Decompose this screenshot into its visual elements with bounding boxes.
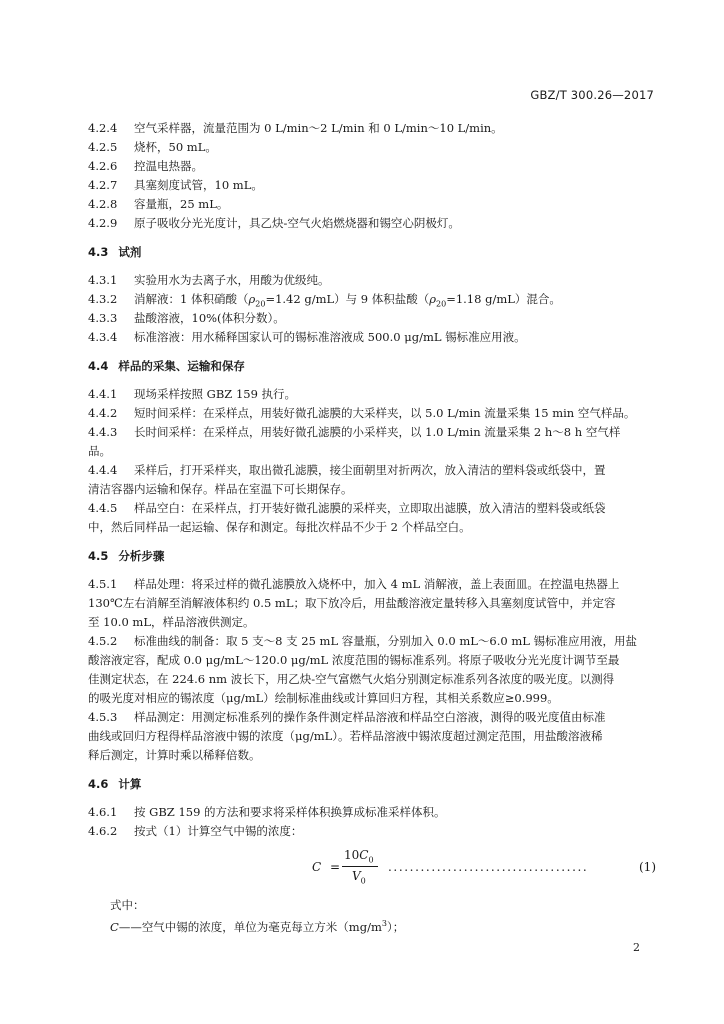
clause-4-5-2-cont: 的吸光度对相应的锡浓度（μg/mL）绘制标准曲线或计算回归方程，其相关系数应≥0.999。: [88, 691, 559, 705]
clause-number: 4.4.3: [88, 425, 118, 439]
clause-4-4-4-cont: 清洁容器内运输和保存。样品在室温下可长期保存。: [88, 482, 353, 496]
clause-number: 4.5.2: [88, 634, 118, 648]
clause-4-5-2-cont: 酸溶液定容，配成 0.0 μg/mL～120.0 μg/mL 浓度范围的锡标准系列。将原子吸收分光光度计调节至最: [88, 653, 620, 667]
definition-c: [110, 917, 650, 934]
clause-text: 长时间采样：在采样点，用装好微孔滤膜的小采样夹，以 1.0 L/min 流量采集 2 h～8 h 空气样: [134, 425, 621, 439]
clause-4-5-2-cont: 佳测定状态，在 224.6 nm 波长下，用乙炔-空气富燃气火焰分别测定标准系列各浓度的吸光度。以测得: [88, 672, 615, 686]
section-title: 分析步骤: [118, 549, 165, 563]
clause-number: 4.4.2: [88, 406, 118, 420]
clause-4-3-3: [88, 311, 660, 325]
clause-text: 控温电热器。: [134, 159, 203, 173]
clause-4-4-3: [88, 425, 660, 439]
clause-text: 盐酸溶液，10%(体积分数）。: [134, 311, 285, 325]
clause-text-c: =1.18 g/mL）混合。: [446, 292, 561, 306]
clause-number: 4.2.7: [88, 178, 118, 192]
clause-4-4-4: [88, 463, 660, 477]
section-4-4-heading: [88, 359, 245, 373]
clause-number: 4.4.5: [88, 501, 118, 515]
clause-text: 实验用水为去离子水，用酸为优级纯。: [134, 273, 330, 287]
clause-number: 4.3.3: [88, 311, 118, 325]
clause-4-6-1: [88, 805, 660, 819]
clause-4-4-1: [88, 387, 660, 401]
clause-text-b: =1.42 g/mL）与 9 体积盐酸（: [265, 292, 430, 306]
clause-4-5-3: [88, 710, 660, 724]
clause-4-5-2: [88, 634, 660, 648]
definition-superscript: 3: [381, 919, 387, 928]
section-number: 4.3: [88, 245, 109, 259]
clause-number: 4.4.4: [88, 463, 118, 477]
clause-4-6-2: [88, 824, 660, 838]
rho-symbol: ρ: [429, 292, 437, 306]
clause-number: 4.2.9: [88, 216, 118, 230]
section-title: 计算: [118, 777, 142, 791]
clause-number: 4.2.8: [88, 197, 118, 211]
clause-4-3-1: [88, 273, 660, 287]
formula-label: (1): [639, 860, 656, 874]
section-4-3-heading: [88, 245, 141, 259]
section-title: 样品的采集、运输和保存: [118, 359, 245, 373]
clause-text: 空气采样器，流量范围为 0 L/min～2 L/min 和 0 L/min～10 L/min。: [134, 121, 503, 135]
clause-number: 4.6.2: [88, 824, 118, 838]
clause-number: 4.6.1: [88, 805, 118, 819]
clause-number: 4.4.1: [88, 387, 118, 401]
clause-text: 样品空白：在采样点，打开装好微孔滤膜的采样夹，立即取出滤膜，放入清洁的塑料袋或纸袋: [134, 501, 606, 515]
clause-text: 标准溶液：用水稀释国家认可的锡标准溶液成 500.0 μg/mL 锡标准应用液。: [134, 330, 526, 344]
section-4-6-heading: [88, 777, 141, 791]
section-title: 试剂: [118, 245, 142, 259]
clause-4-5-1-cont: 至 10.0 mL，样品溶液供测定。: [88, 615, 255, 629]
clause-number: 4.5.3: [88, 710, 118, 724]
clause-4-3-2: [88, 292, 660, 311]
clause-4-5-3-cont: 释后测定，计算时乘以稀释倍数。: [88, 748, 261, 762]
clause-4-5-1-cont: 130℃左右消解至消解液体积约 0.5 mL；取下放冷后，用盐酸溶液定量转移入具塞刻度试管中，并定容: [88, 596, 616, 610]
clause-text: 具塞刻度试管，10 mL。: [134, 178, 263, 192]
page-number: 2: [633, 941, 640, 954]
clause-number: 4.3.2: [88, 292, 118, 306]
where-label: 式中：: [110, 898, 145, 912]
denominator-variable: V: [352, 869, 361, 883]
clause-4-2-8: [88, 197, 660, 211]
section-number: 4.5: [88, 549, 109, 563]
rho-symbol: ρ: [248, 292, 256, 306]
clause-4-3-4: [88, 330, 660, 344]
clause-text: 现场采样按照 GBZ 159 执行。: [134, 387, 297, 401]
clause-text: 按式（1）计算空气中锡的浓度：: [134, 824, 303, 838]
clause-text: 标准曲线的制备：取 5 支～8 支 25 mL 容量瓶，分别加入 0.0 mL～6.0 mL 锡标准应用液，用盐: [134, 634, 638, 648]
rho-subscript: 20: [436, 299, 447, 309]
rho-subscript: 20: [255, 299, 266, 309]
clause-text: 样品处理：将采过样的微孔滤膜放入烧杯中，加入 4 mL 消解液，盖上表面皿。在控温电热器上: [134, 577, 620, 591]
clause-4-4-3-cont: 品。: [88, 444, 111, 458]
clause-4-5-3-cont: 曲线或回归方程得样品溶液中锡的浓度（μg/mL）。若样品溶液中锡浓度超过测定范围，用盐酸溶液稀: [88, 729, 603, 743]
clause-4-2-9: [88, 216, 660, 230]
formula-denominator: [352, 869, 366, 885]
section-number: 4.6: [88, 777, 109, 791]
definition-end: ）；: [386, 919, 405, 934]
clause-number: 4.2.6: [88, 159, 118, 173]
clause-text: 样品测定：用测定标准系列的操作条件测定样品溶液和样品空白溶液，测得的吸光度值由标准: [134, 710, 606, 724]
numerator-subscript: 0: [368, 855, 374, 865]
clause-4-4-5: [88, 501, 660, 515]
clause-number: 4.2.4: [88, 121, 118, 135]
definition-symbol: C: [110, 919, 119, 934]
clause-4-4-5-cont: 中，然后同样品一起运输、保存和测定。每批次样品不少于 2 个样品空白。: [88, 520, 471, 534]
formula-lhs: C: [312, 860, 322, 874]
clause-4-2-4: [88, 121, 660, 135]
clause-text: 容量瓶，25 mL。: [134, 197, 229, 211]
formula-numerator: [344, 848, 374, 864]
clause-4-2-5: [88, 140, 660, 154]
formula-leader-dots: .....................................: [388, 860, 589, 874]
clause-number: 4.3.4: [88, 330, 118, 344]
clause-number: 4.2.5: [88, 140, 118, 154]
standard-code-header: GBZ/T 300.26—2017: [530, 88, 654, 102]
section-number: 4.4: [88, 359, 109, 373]
numerator-coefficient: 10: [344, 848, 360, 862]
numerator-variable: C: [359, 848, 369, 862]
clause-text: 采样后，打开采样夹，取出微孔滤膜，接尘面朝里对折两次，放入清洁的塑料袋或纸袋中，置: [134, 463, 606, 477]
formula-equals: =: [330, 860, 341, 874]
section-4-5-heading: [88, 549, 164, 563]
clause-number: 4.5.1: [88, 577, 118, 591]
clause-text: 短时间采样：在采样点，用装好微孔滤膜的大采样夹，以 5.0 L/min 流量采集 15 min 空气样品。: [134, 406, 636, 420]
fraction-bar: [342, 866, 378, 867]
definition-dash: ——: [118, 919, 142, 934]
clause-text: 原子吸收分光光度计，具乙炔-空气火焰燃烧器和锡空心阴极灯。: [134, 216, 460, 230]
clause-4-4-2: [88, 406, 660, 420]
denominator-subscript: 0: [360, 876, 366, 886]
clause-4-2-7: [88, 178, 660, 192]
clause-number: 4.3.1: [88, 273, 118, 287]
clause-text-a: 消解液：1 体积硝酸（: [134, 292, 249, 306]
formula-1: [308, 848, 658, 888]
clause-text: 烧杯，50 mL。: [134, 140, 217, 154]
clause-4-2-6: [88, 159, 660, 173]
clause-4-5-1: [88, 577, 660, 591]
clause-text: 按 GBZ 159 的方法和要求将采样体积换算成标准采样体积。: [134, 805, 446, 819]
definition-text: 空气中锡的浓度，单位为毫克每立方米（mg/m: [141, 919, 382, 934]
